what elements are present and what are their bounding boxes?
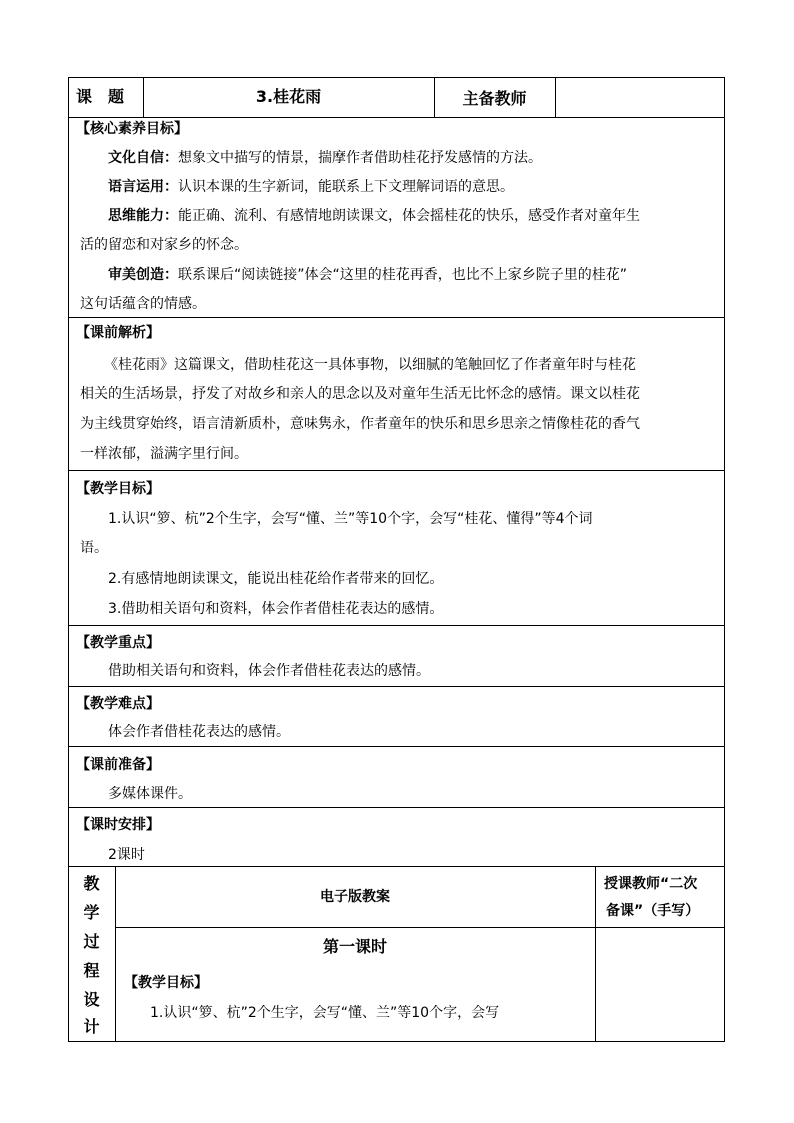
lesson-title: 3.桂花雨: [255, 87, 322, 106]
process-column-title: 电子版教案: [320, 889, 390, 905]
core-item-text: 认识本课的生字新词，能联系上下文理解词语的意思。: [178, 179, 514, 195]
analysis-heading: 【课前解析】: [76, 325, 160, 341]
preparation-text: 多媒体课件。: [108, 786, 192, 802]
goal-line: 2.有感情地朗读课文，能说出桂花给作者带来的回忆。: [108, 571, 444, 587]
header-divider-3: [555, 77, 556, 117]
table-border-top: [68, 77, 725, 78]
analysis-line: 相关的生活场景，抒发了对故乡和亲人的思念以及对童年生活无比怀念的感情。课文以桂花: [80, 386, 640, 402]
process-right-title-1: 授课教师“二次: [604, 876, 698, 892]
core-item: [108, 172, 514, 202]
core-item-text: 联系课后“阅读链接”体会“这里的桂花再香，也比不上家乡院子里的桂花”: [178, 267, 628, 283]
core-item: [108, 260, 627, 290]
analysis-line: 《桂花雨》这篇课文，借助桂花这一具体事物，以细腻的笔触回忆了作者童年时与桂花: [104, 357, 636, 373]
process-divider-right: [595, 866, 596, 1042]
lesson-period-title: 第一课时: [322, 937, 387, 956]
core-item: [108, 201, 640, 231]
core-item-text: 能正确、流利、有感情地朗读课文，体会摇桂花的快乐，感受作者对童年生: [178, 208, 640, 224]
core-heading: 【核心素养目标】: [76, 121, 188, 137]
goal-line: 3.借助相关语句和资料，体会作者借桂花表达的感情。: [108, 601, 444, 617]
keypoints-text: 借助相关语句和资料，体会作者借桂花表达的感情。: [108, 663, 430, 679]
keypoints-heading: 【教学重点】: [76, 635, 160, 651]
analysis-line: 为主线贯穿始终，语言清新质朴，意味隽永，作者童年的快乐和思乡思亲之情像桂花的香气: [80, 416, 640, 432]
row-divider-keypoints: [68, 686, 725, 687]
analysis-line: 一样浓郁，溢满字里行间。: [80, 446, 248, 462]
core-item: [80, 289, 206, 319]
difficulties-text: 体会作者借桂花表达的感情。: [108, 724, 290, 740]
process-side-char: 过: [83, 932, 100, 951]
goals-heading: 【教学目标】: [76, 481, 160, 497]
teacher-label: 主备教师: [462, 89, 527, 108]
process-side-char: 设: [83, 990, 100, 1009]
process-right-title-2: 备课”（手写）: [606, 903, 700, 919]
core-item-label: 审美创造：: [108, 267, 178, 283]
header-label: 课 题: [76, 87, 125, 106]
table-border-bottom: [68, 1041, 725, 1042]
difficulties-heading: 【教学难点】: [76, 696, 160, 712]
process-side-char: 学: [83, 903, 100, 922]
core-item: [80, 230, 248, 260]
row-divider-analysis: [68, 470, 725, 471]
process-side-char: 计: [83, 1017, 100, 1036]
process-side-char: 教: [83, 874, 100, 893]
row-divider-goals: [68, 625, 725, 626]
core-item-text: 这句话蕴含的情感。: [80, 296, 206, 312]
core-item-label: 思维能力：: [108, 208, 178, 224]
process-goal-line: 1.认识“箩、杭”2个生字，会写“懂、兰”等10个字，会写: [150, 1005, 500, 1021]
schedule-heading: 【课时安排】: [76, 817, 160, 833]
process-header-divider: [115, 927, 725, 928]
core-item-text: 想象文中描写的情景，揣摩作者借助桂花抒发感情的方法。: [178, 150, 542, 166]
goal-line: 1.认识“箩、杭”2个生字，会写“懂、兰”等10个字，会写“桂花、懂得”等4个词: [108, 511, 593, 527]
core-item-text: 活的留恋和对家乡的怀念。: [80, 237, 248, 253]
row-divider-schedule: [68, 866, 725, 867]
process-goal-heading: 【教学目标】: [124, 975, 208, 991]
goal-line: 语。: [80, 540, 108, 556]
table-border-right: [724, 77, 725, 1042]
preparation-heading: 【课前准备】: [76, 757, 160, 773]
process-side-char: 程: [83, 961, 100, 980]
core-item-label: 文化自信：: [108, 150, 178, 166]
core-item-label: 语言运用：: [108, 179, 178, 195]
core-item: [108, 143, 542, 173]
schedule-text: 2课时: [108, 847, 145, 863]
